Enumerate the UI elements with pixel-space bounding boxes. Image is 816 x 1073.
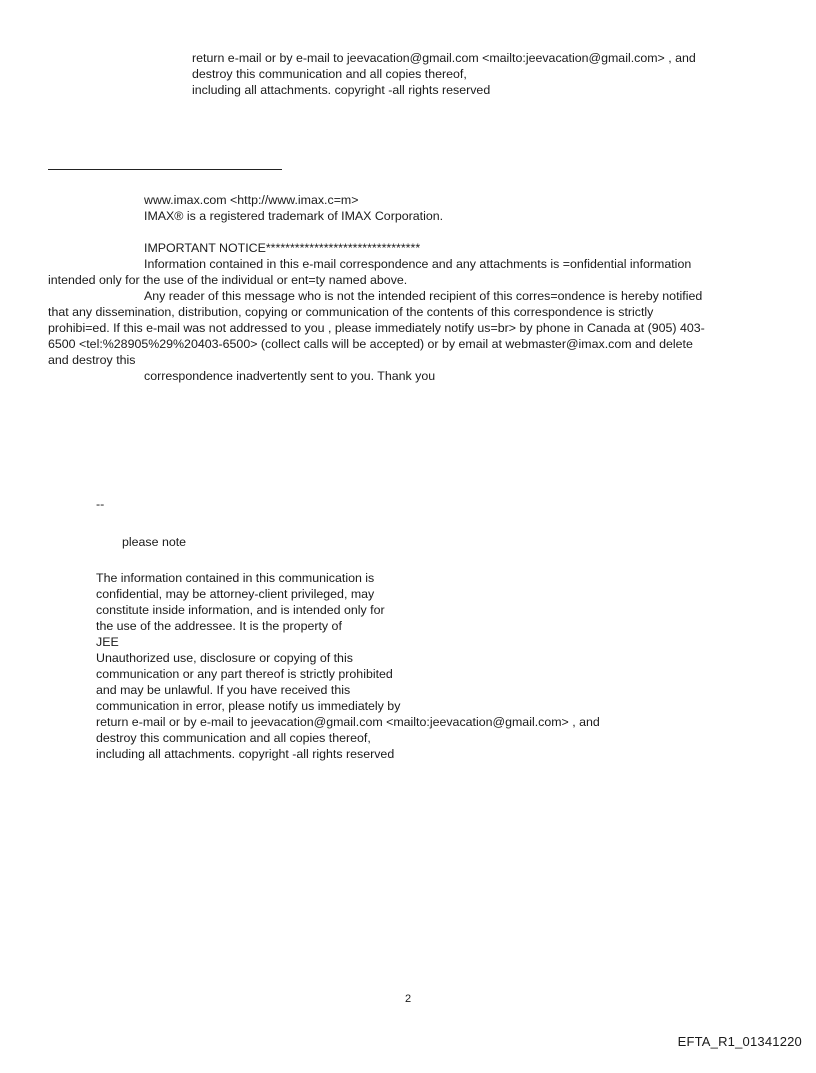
sig-line-6: Unauthorized use, disclosure or copying of this [96,651,353,665]
notice-p1-first: Information contained in this e-mail correspondence and any attachments is =onfidential information [144,257,692,271]
notice-p2-line-4: 6500 <tel:%28905%29%20403-6500> (collect calls will be accepted) or by email at webmaster@imax.com and delete [48,337,693,351]
top-line-1: return e-mail or by e-mail to jeevacation@gmail.com <mailto:jeevacation@gmail.com> , and [192,51,696,65]
separator-rule [48,169,282,170]
imax-trademark: IMAX® is a registered trademark of IMAX Corporation. [144,209,444,223]
notice-p2-line-3: prohibi=ed. If this e-mail was not addressed to you , please immediately notify us=br> by phone in Canada at (905) 403- [48,321,705,335]
sig-line-5: JEE [96,635,119,649]
notice-heading: IMPORTANT NOTICE******************************** [144,241,421,255]
top-line-2: destroy this communication and all copies thereof, [192,67,467,81]
imax-website: www.imax.com <http://www.imax.c=m> [144,193,359,207]
sig-line-9: communication in error, please notify us immediately by [96,699,401,713]
sig-line-7: communication or any part thereof is strictly prohibited [96,667,393,681]
notice-p2-line-2: that any dissemination, distribution, copying or communication of the contents of this correspondence is strictly [48,305,654,319]
sig-line-2: confidential, may be attorney-client privileged, may [96,587,375,601]
top-line-3: including all attachments. copyright -all rights reserved [192,83,491,97]
please-note: please note [122,535,187,549]
sig-line-10: return e-mail or by e-mail to jeevacation@gmail.com <mailto:jeevacation@gmail.com> , and [96,715,600,729]
notice-p3: correspondence inadvertently sent to you. Thank you [144,369,436,383]
page-number: 2 [404,993,412,1005]
sig-line-1: The information contained in this communication is [96,571,375,585]
document-id: EFTA_R1_01341220 [677,1034,802,1049]
sig-line-11: destroy this communication and all copies thereof, [96,731,371,745]
notice-p2-first: Any reader of this message who is not the intended recipient of this corres=ondence is hereby notified [144,289,703,303]
signature-separator: -- [96,497,105,511]
sig-line-8: and may be unlawful. If you have received this [96,683,351,697]
sig-line-12: including all attachments. copyright -all rights reserved [96,747,395,761]
sig-line-3: constitute inside information, and is intended only for [96,603,385,617]
notice-p1-rest: intended only for the use of the individual or ent=ty named above. [48,273,408,287]
notice-p2-line-5: and destroy this [48,353,136,367]
sig-line-4: the use of the addressee. It is the property of [96,619,342,633]
